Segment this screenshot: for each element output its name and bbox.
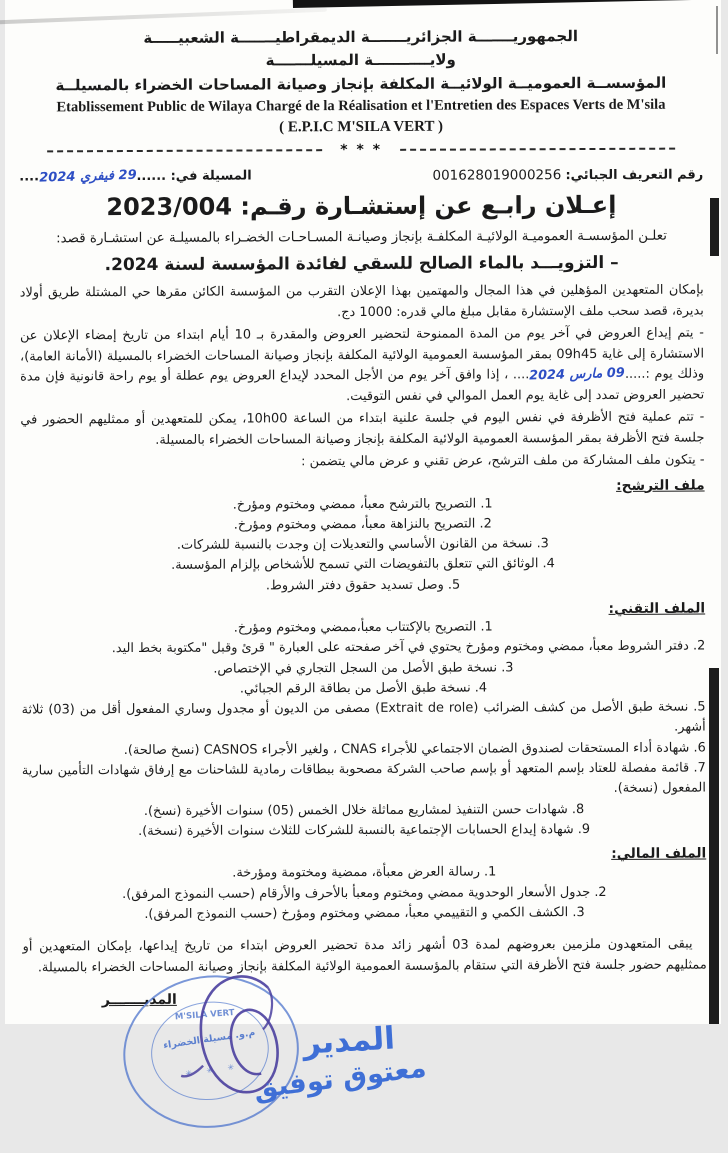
technical-item-1: 1. التصريح بالإكتتاب معبأ،ممضي ومختوم ومؤرخ. [234,619,494,636]
announcement-intro: تعلـن المؤسسـة العموميـة الولائيـة المكلفـة بإنجاز وصيانـة المسـاحـات الخضـراء بالمسيلـة عن استشـارة قصد: [57,228,668,247]
epic-acronym: ( E.P.I.C M'SILA VERT ) [280,118,444,136]
stamp-text-french: M'SILA VERT [175,1008,236,1023]
section-heading-financial: الملف المالي: [612,845,708,863]
separator-dash-right [401,148,676,151]
paragraph-opening-session: - تتم عملية فتح الأظرفة في نفس اليوم في جلسة علنية ابتداء من الساعة 10h00، يمكن للمتعهدين أو ممثليهم الحضور في جلسة فتح الأظرفة بمقر المؤسسة العمومية الولائية المكلفة بإنجاز وصيانة المساحات الخضراء بالمسيلة. [21,409,706,448]
candidacy-item-2: 2. التصريح بالنزاهة معبأ، ممضي ومختوم ومؤرخ. [234,516,493,533]
candidacy-item-1: 1. التصريح بالترشح معبأ، ممضي ومختوم ومؤرخ. [233,495,494,513]
technical-item-3: 3. نسخة طبق الأصل من السجل التجاري في الإختصاص. [214,659,515,677]
scan-artifact-right-bar-lower [710,668,720,1024]
scan-artifact-right-bar-upper [711,198,720,256]
section-heading-candidacy: ملف الترشح: [617,477,706,494]
financial-item-3: 3. الكشف الكمي و التقييمي معبأ، ممضي ومختوم ومؤرخ (حسب النموذج المرفق). [145,904,586,922]
technical-item-8: 8. شهادات حسن التنفيذ لمشاريع مماثلة خلال الخمس (05) سنوات الأخيرة (نسخ). [144,801,586,819]
director-printed-label: المديـــــــر [102,991,178,1009]
candidacy-item-3: 3. نسخة من القانون الأساسي والتعديلات إن وجدت بالنسبة للشركات. [177,536,550,553]
establishment-name-french: Etablissement Public de Wilaya Chargé de la Réalisation et l'Entretien des Espaces Verts de M'sila [57,96,667,116]
technical-item-4: 4. نسخة طبق الأصل من بطاقة الرقم الجبائي. [240,680,489,697]
place-and-date [20,168,253,184]
tax-id-value: 001628019000256 [433,167,563,184]
technical-item-7: 7. قائمة مفصلة للعتاد بإسم المتعهد أو بإسم صاحب الشركة مصحوبة ببطاقات رمادية للشاحنات مع إرفاق شهادات التأمين سارية المفعول (نسخة). [22,760,707,797]
separator-stars: * * * [341,141,384,159]
wilaya-title: ولايـــــــــــة المسيلـــــــة [266,50,457,70]
deposit-text-after-date: .... ، إذا وافق آخر يوم من الأجل المحدد لإيداع العروض يوم عطلة أو يوم راحة قانونية فإن مدة تحضير العروض تمدد إلى غاية يوم العمل الموالي في نفس التوقيت. [21,367,706,404]
financial-item-1: 1. رسالة العرض معبأة، ممضية ومختومة ومؤرخة. [233,864,498,881]
closing-paragraph: يبقى المتعهدون ملزمين بعروضهم لمدة 03 أشهر زائد مدة تحضير العروض ابتداء من تاريخ إيداعها، بإمكان المتعهدين أو ممثليهم حضور جلسة فتح الأظرفة التي ستقام بالمؤسسة العمومية الولائية المكلفة بإنجاز وصيانة المساحات الخضراء بالمسيلة. [23,936,708,976]
technical-item-9: 9. شهادة إيداع الحسابات الإجتماعية بالنسبة للشركات للثلاث سنوات الأخيرة (نسخة). [139,821,592,839]
paragraph-eligibility: بإمكان المتعهدين المؤهلين في هذا المجال والمهتمين بهذا الإعلان التقرب من المؤسسة الكائن مقرها حي المشتلة طريق أولاد بديرة، قصد سحب ملف الإستشارة مقابل مبلغ مالي قدره: 1000 دج. [20,282,705,320]
scanned-document-page [6,0,722,1106]
republic-title: الجمهوريـــــــة الجزائريـــــــة الديمقراطيـــــــة الشعبيـــــة [144,27,579,47]
stamped-director-name: معتوق توفيق [252,1052,430,1106]
handwritten-deposit-date: 09 مارس 2024 [530,365,627,384]
scan-artifact-right-edge [717,6,719,54]
consultation-subject: – التزويـــد بالماء الصالح للسقي لفائدة المؤسسة لسنة 2024. [105,252,620,276]
technical-item-2: 2. دفتر الشروط معبأ، ممضي ومختوم ومؤرخ يحتوي في آخر صفحته على العبارة " قرئ وقبل "مكتوبة بخط اليد. [112,638,707,657]
stamped-title-director: المدير [303,1020,397,1062]
place-date-label: المسيلة في: ...... [137,168,253,184]
financial-item-2: 2. جدول الأسعار الوحدوية ممضي ومختوم ومعبأ بالأحرف والأرقام (حسب النموذج المرفق). [123,884,608,902]
tax-id-label: رقم التعريف الجبائي: [566,167,705,184]
separator-dash-left [48,149,323,152]
stamp-text-arabic: م.و. مسيلة الخضراء [163,1027,257,1052]
candidacy-item-5: 5. وصل تسديد حقوق دفتر الشروط. [266,577,462,594]
header-separator [48,141,676,160]
establishment-name-arabic: المؤسســة العموميــة الولائيــة المكلفة بإنجاز وصيانة المساحات الخضراء بالمسيلــة [56,73,668,95]
deposit-text-before-date: - يتم إيداع العروض في آخر يوم من المدة الممنوحة لتحضير العروض والمقدرة بـ 10 أيام ابتداء من تاريخ إمضاء الإعلان عن الاستشارة إلى غاية 09h45 بمقر المؤسسة العمومية الولائية المكلفة بإنجاز وصيانة المساحات الخضراء بالمسيلة (الأمانة العامة)، وذلك يوم :..... [20,325,706,382]
letterhead [20,25,705,160]
candidacy-item-4: 4. الوثائق التي تتعلق بالتفويضات التي تسمح للأشخاص بإلزام المؤسسة. [172,556,556,574]
technical-item-6: 6. شهادة أداء المستحقات لصندوق الضمان الاجتماعي للأجراء CNAS ، ولغير الأجراء CASNOS (نسخ صالحة). [124,740,707,758]
section-heading-technical: الملف التقني: [609,600,707,617]
document-body [3,0,724,1153]
date-dots-trailing: .... [20,169,41,185]
signature-zone [24,980,709,1153]
meta-row [20,167,704,186]
paragraph-file-composition: - يتكون ملف المشاركة من ملف الترشح، عرض تقني و عرض مالي يتضمن : [302,452,706,470]
technical-item-5: 5. نسخة طبق الأصل من كشف الضرائب (Extrait de role) مصفى من الديون أو مجدول وساري المفعول أقل من (03) ثلاثة أشهر. [22,699,707,736]
tax-identification [433,167,704,184]
handwritten-date: 29 فيفري 2024 [39,167,138,186]
announcement-title: إعـلان رابـع عن إستشـارة رقـم: 2023/004 [107,190,618,222]
paragraph-deposit [21,324,705,409]
stamp-stars: ✳ ✳ ✳ [185,1061,242,1079]
